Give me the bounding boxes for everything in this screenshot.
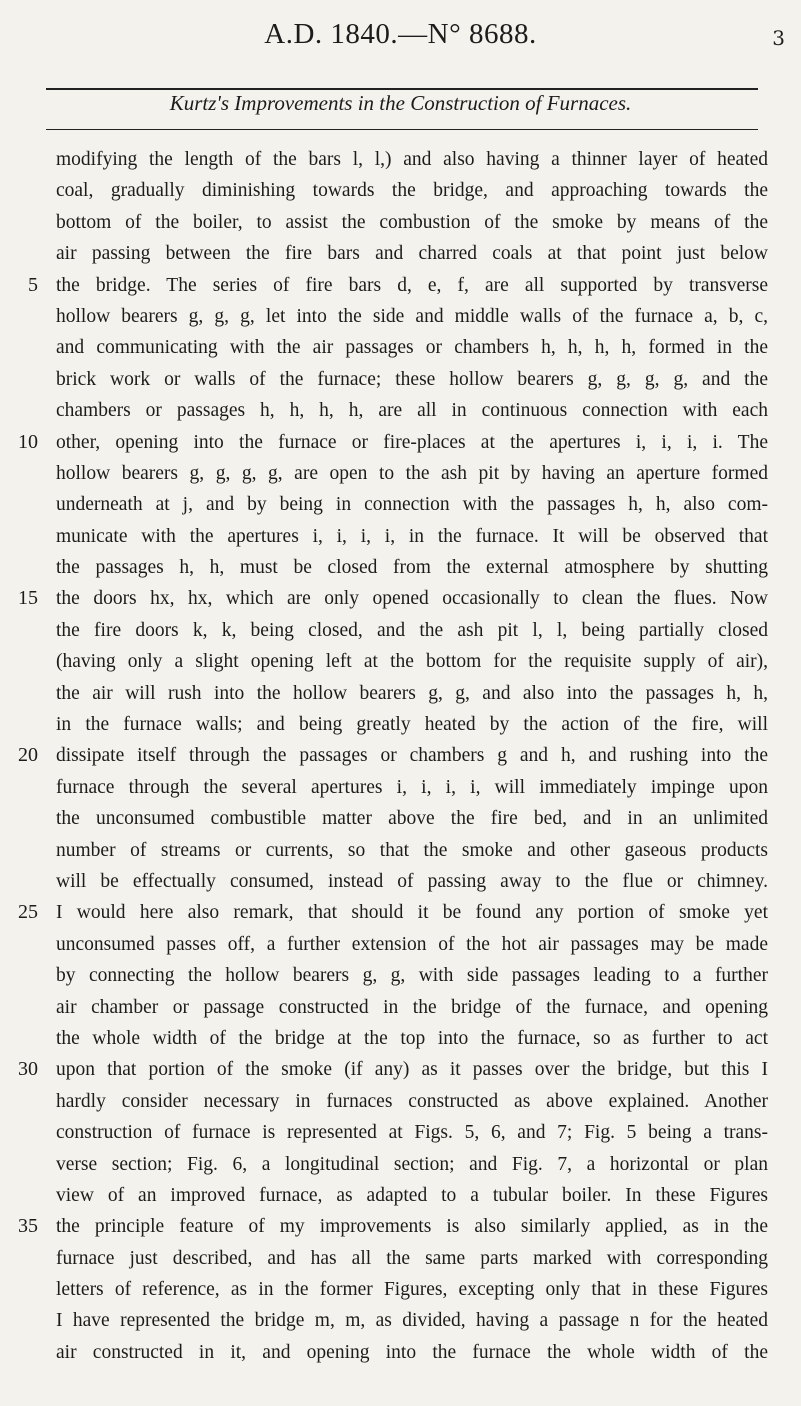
- line-text: hardly consider necessary in furnaces constructed as above explained. Another: [56, 1090, 768, 1112]
- line-text: other, opening into the furnace or fire-places at the apertures i, i, i, i. The: [56, 431, 768, 453]
- line-text: the doors hx, hx, which are only opened occasionally to clean the flues. Now: [56, 588, 768, 610]
- text-line: [0, 364, 801, 395]
- text-line: [0, 1054, 801, 1085]
- line-text: the air will rush into the hollow bearers g, g, and also into the passages h, h,: [56, 682, 768, 704]
- line-number: 30: [18, 1058, 38, 1081]
- text-line: [0, 709, 801, 740]
- line-text: and communicating with the air passages or chambers h, h, h, h, formed in the: [56, 337, 768, 359]
- header-rule-bottom: [46, 129, 758, 130]
- text-line: [0, 803, 801, 834]
- line-text: the bridge. The series of fire bars d, e, f, are all supported by transverse: [56, 274, 768, 296]
- line-text: view of an improved furnace, as adapted to a tubular boiler. In these Figures: [56, 1184, 768, 1206]
- text-line: [0, 1211, 801, 1242]
- text-line: [0, 270, 801, 301]
- line-text: verse section; Fig. 6, a longitudinal section; and Fig. 7, a horizontal or plan: [56, 1153, 768, 1175]
- header-rule-top: [46, 88, 758, 90]
- line-text: I have represented the bridge m, m, as divided, having a passage n for the heated: [56, 1310, 768, 1332]
- line-text: unconsumed passes off, a further extension of the hot air passages may be made: [56, 933, 768, 955]
- text-line: [0, 1305, 801, 1336]
- text-line: [0, 897, 801, 928]
- text-line: [0, 960, 801, 991]
- text-line: [0, 552, 801, 583]
- line-number: 10: [18, 430, 38, 453]
- text-line: [0, 772, 801, 803]
- page-header: [0, 8, 801, 58]
- line-text: construction of furnace is represented at Figs. 5, 6, and 7; Fig. 5 being a trans-: [56, 1122, 768, 1144]
- text-line: [0, 929, 801, 960]
- text-line: [0, 835, 801, 866]
- line-text: (having only a slight opening left at the bottom for the requisite supply of air),: [56, 651, 768, 673]
- line-text: the unconsumed combustible matter above the fire bed, and in an unlimited: [56, 808, 768, 830]
- line-text: bottom of the boiler, to assist the combustion of the smoke by means of the: [56, 211, 768, 233]
- line-text: the whole width of the bridge at the top into the furnace, so as further to act: [56, 1027, 768, 1049]
- text-line: [0, 175, 801, 206]
- text-line: [0, 1149, 801, 1180]
- line-text: the principle feature of my improvements is also similarly applied, as in the: [56, 1216, 768, 1238]
- line-text: modifying the length of the bars l, l,) and also having a thinner layer of heated: [56, 149, 768, 170]
- text-line: [0, 992, 801, 1023]
- document-title: A.D. 1840.—N° 8688.: [264, 18, 537, 50]
- running-head: Kurtz's Improvements in the Construction of Furnaces.: [169, 91, 632, 115]
- text-line: [0, 1274, 801, 1305]
- line-text: coal, gradually diminishing towards the bridge, and approaching towards the: [56, 180, 768, 202]
- line-text: brick work or walls of the furnace; these hollow bearers g, g, g, g, and the: [56, 368, 768, 390]
- text-line: [0, 1243, 801, 1274]
- text-line: [0, 395, 801, 426]
- line-text: letters of reference, as in the former Figures, excepting only that in these Figures: [56, 1279, 768, 1301]
- text-line: [0, 238, 801, 269]
- line-text: upon that portion of the smoke (if any) as it passes over the bridge, but this I: [56, 1059, 768, 1081]
- text-line: [0, 332, 801, 363]
- line-text: underneath at j, and by being in connection with the passages h, h, also com-: [56, 494, 768, 516]
- line-text: hollow bearers g, g, g, g, are open to the ash pit by having an aperture formed: [56, 462, 768, 484]
- line-number: 35: [18, 1215, 38, 1238]
- line-text: will be effectually consumed, instead of passing away to the flue or chimney.: [56, 870, 768, 892]
- text-line: [0, 678, 801, 709]
- text-line: [0, 1117, 801, 1148]
- text-line: [0, 583, 801, 614]
- text-line: [0, 458, 801, 489]
- text-line: [0, 489, 801, 520]
- text-line: [0, 646, 801, 677]
- text-line: [0, 301, 801, 332]
- line-text: air passing between the fire bars and charred coals at that point just below: [56, 243, 768, 265]
- page-number: 3: [772, 26, 785, 50]
- text-line: [0, 427, 801, 458]
- line-text: the passages h, h, must be closed from the external atmosphere by shutting: [56, 557, 768, 579]
- line-text: furnace just described, and has all the same parts marked with corresponding: [56, 1247, 768, 1269]
- line-text: furnace through the several apertures i, i, i, i, will immediately impinge upon: [56, 776, 768, 798]
- line-text: air constructed in it, and opening into the furnace the whole width of the: [56, 1341, 768, 1363]
- line-text: the fire doors k, k, being closed, and the ash pit l, l, being partially closed: [56, 619, 768, 641]
- line-text: chambers or passages h, h, h, h, are all in continuous connection with each: [56, 400, 768, 422]
- line-text: number of streams or currents, so that the smoke and other gaseous products: [56, 839, 768, 861]
- line-text: by connecting the hollow bearers g, g, with side passages leading to a further: [56, 965, 768, 987]
- text-line: [0, 1086, 801, 1117]
- line-number: 25: [18, 901, 38, 924]
- text-line: [0, 866, 801, 897]
- text-line: [0, 1180, 801, 1211]
- text-line: [0, 521, 801, 552]
- text-line: [0, 207, 801, 238]
- line-text: dissipate itself through the passages or chambers g and h, and rushing into the: [56, 745, 768, 767]
- line-text: municate with the apertures i, i, i, i, in the furnace. It will be observed that: [56, 525, 768, 547]
- line-number: 15: [18, 587, 38, 610]
- line-text: in the furnace walls; and being greatly heated by the action of the fire, will: [56, 714, 768, 736]
- body-text: [0, 144, 801, 1368]
- text-line: [0, 144, 801, 175]
- line-number: 20: [18, 744, 38, 767]
- line-text: hollow bearers g, g, g, let into the side and middle walls of the furnace a, b, c,: [56, 305, 768, 327]
- line-number: 5: [28, 273, 38, 296]
- line-text: air chamber or passage constructed in the bridge of the furnace, and opening: [56, 996, 768, 1018]
- text-line: [0, 1023, 801, 1054]
- text-line: [0, 615, 801, 646]
- line-text: I would here also remark, that should it be found any portion of smoke yet: [56, 902, 768, 924]
- text-line: [0, 740, 801, 771]
- text-line: [0, 1337, 801, 1368]
